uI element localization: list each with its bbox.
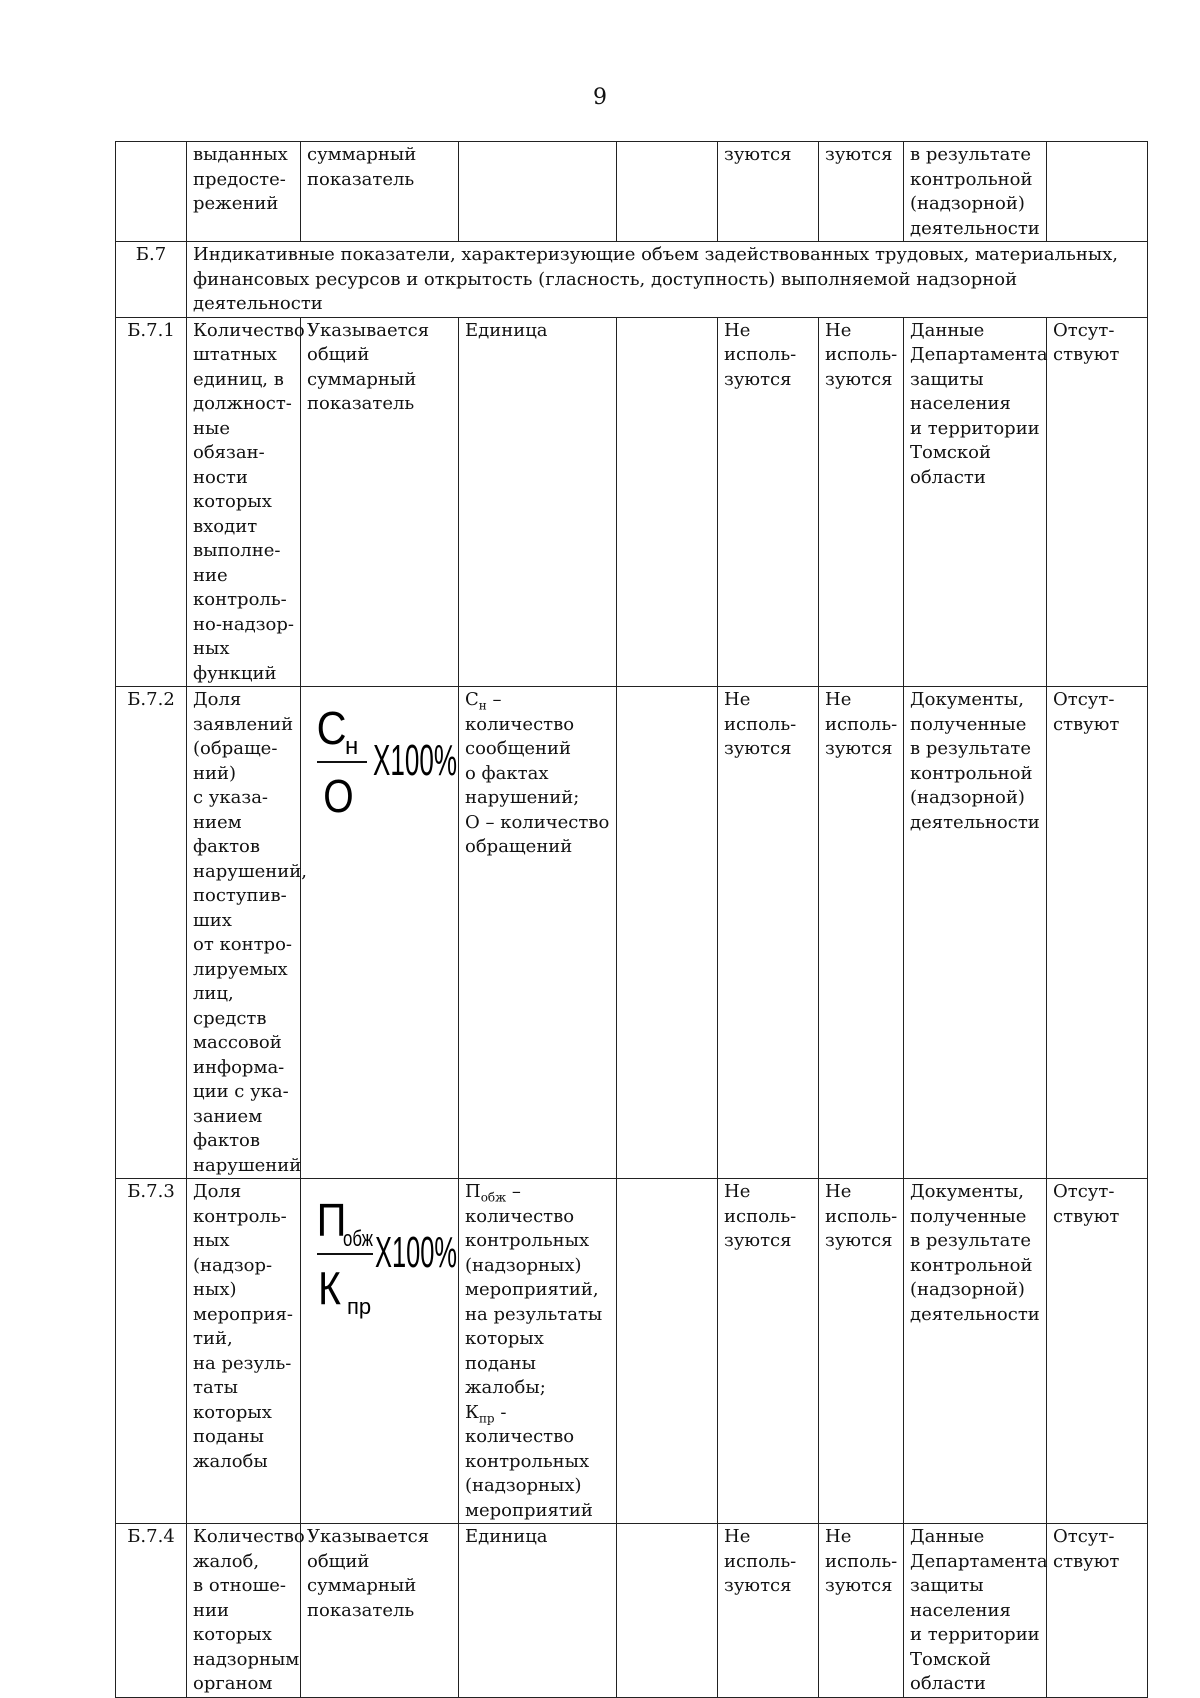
column-7-cell: Не исполь- зуются — [819, 687, 904, 1179]
column-7-cell: Не исполь- зуются — [819, 1179, 904, 1524]
source-cell: Документы, полученные в результате контрольной (надзорной) деятельности — [904, 1179, 1047, 1524]
table-row-b7-2 — [116, 687, 1148, 1179]
target-cell — [617, 317, 718, 687]
formula-denominator: К — [318, 1263, 341, 1315]
indicator-name-cell: Количество жалоб, в отноше- нии которых надзорным органом — [187, 1524, 301, 1698]
column-6-cell: Не исполь- зуются — [718, 317, 819, 687]
description-cell — [459, 1179, 617, 1524]
source-cell: Данные Департамента защиты населения и территории Томской области — [904, 317, 1047, 687]
section-row-b7 — [116, 242, 1148, 318]
symbol-p: П — [465, 1181, 481, 1202]
indicator-name-cell: выданных предосте- режений — [187, 142, 301, 242]
description-k — [465, 1401, 610, 1524]
description-cell: Единица — [459, 317, 617, 687]
description-cell — [459, 687, 617, 1179]
target-cell — [617, 142, 718, 242]
column-9-cell: Отсут- ствуют — [1047, 317, 1148, 687]
formula-numerator-subscript: н — [345, 733, 359, 760]
formula-denominator-subscript: пр — [347, 1294, 372, 1319]
target-cell — [617, 687, 718, 1179]
indicator-name-cell: Доля заявлений (обраще- ний) с указа- нием фактов нарушений, поступив- ших от контро- лируемых лиц, средств массовой информа- ции с ука- занием фактов нарушений — [187, 687, 301, 1179]
formula-numerator: П — [316, 1195, 347, 1247]
indicator-name-cell: Количество штатных единиц, в должност- ные обязан- ности которых входит выполне- ние контроль- но-надзор- ных функций — [187, 317, 301, 687]
formula-cn-over-o — [313, 696, 459, 826]
column-9-cell — [1047, 142, 1148, 242]
table-row-continuation — [116, 142, 1148, 242]
formula-numerator: С — [316, 703, 347, 755]
calculation-cell — [301, 687, 459, 1179]
table-row-b7-4 — [116, 1524, 1148, 1698]
table-row-b7-3 — [116, 1179, 1148, 1524]
symbol-c: С — [465, 689, 479, 710]
page-number: 9 — [593, 85, 607, 110]
description-k-text: - количество контрольных (надзорных) мероприятий — [465, 1401, 593, 1521]
section-title: Индикативные показатели, характеризующие объем задействованных трудовых, материальных, финансовых ресурсов и открытость (гласность, доступность) выполняемой надзорной деятельности — [187, 242, 1148, 318]
table-row-b7-1 — [116, 317, 1148, 687]
symbol-p-subscript: обж — [480, 1190, 507, 1205]
calculation-cell: суммарный показатель — [301, 142, 459, 242]
target-cell — [617, 1179, 718, 1524]
column-6-cell: Не исполь- зуются — [718, 1524, 819, 1698]
column-9-cell: Отсут- ствуют — [1047, 687, 1148, 1179]
column-6-cell: Не исполь- зуются — [718, 1179, 819, 1524]
formula-denominator: О — [323, 771, 354, 823]
target-cell — [617, 1524, 718, 1698]
code-cell: Б.7.4 — [116, 1524, 187, 1698]
column-6-cell: Не исполь- зуются — [718, 687, 819, 1179]
column-7-cell: Не исполь- зуются — [819, 317, 904, 687]
column-6-cell: зуются — [718, 142, 819, 242]
code-cell: Б.7.3 — [116, 1179, 187, 1524]
formula-pobzh-over-kpr — [313, 1188, 459, 1338]
column-9-cell: Отсут- ствуют — [1047, 1524, 1148, 1698]
symbol-c-subscript: н — [478, 698, 487, 713]
description-o: О – количество обращений — [465, 811, 610, 857]
formula-multiplier: X100% — [373, 736, 457, 785]
description-cell: Единица — [459, 1524, 617, 1698]
code-cell — [116, 142, 187, 242]
description-c: – количество сообщений о фактах нарушений; — [465, 689, 580, 808]
symbol-k: К — [465, 1401, 479, 1423]
formula-multiplier: X100% — [375, 1228, 457, 1277]
code-cell: Б.7 — [116, 242, 187, 318]
code-cell: Б.7.2 — [116, 687, 187, 1179]
description-cell — [459, 142, 617, 242]
column-7-cell: зуются — [819, 142, 904, 242]
column-7-cell: Не исполь- зуются — [819, 1524, 904, 1698]
column-9-cell: Отсут- ствуют — [1047, 1179, 1148, 1524]
calculation-cell — [301, 1179, 459, 1524]
symbol-k-subscript: пр — [478, 1411, 495, 1426]
source-cell: Данные Департамента защиты населения и территории Томской области — [904, 1524, 1047, 1698]
source-cell: Документы, полученные в результате контрольной (надзорной) деятельности — [904, 687, 1047, 1179]
formula-numerator-subscript: обж — [343, 1226, 374, 1251]
description-p: – количество контрольных (надзорных) мероприятий, на результаты которых поданы жалобы; — [465, 1181, 603, 1398]
indicators-table — [115, 141, 1148, 1698]
source-cell: в результате контрольной (надзорной) деятельности — [904, 142, 1047, 242]
calculation-cell: Указывается общий суммарный показатель — [301, 317, 459, 687]
calculation-cell: Указывается общий суммарный показатель — [301, 1524, 459, 1698]
code-cell: Б.7.1 — [116, 317, 187, 687]
indicator-name-cell: Доля контроль- ных (надзор- ных) мероприя- тий, на резуль- таты которых поданы жалобы — [187, 1179, 301, 1524]
